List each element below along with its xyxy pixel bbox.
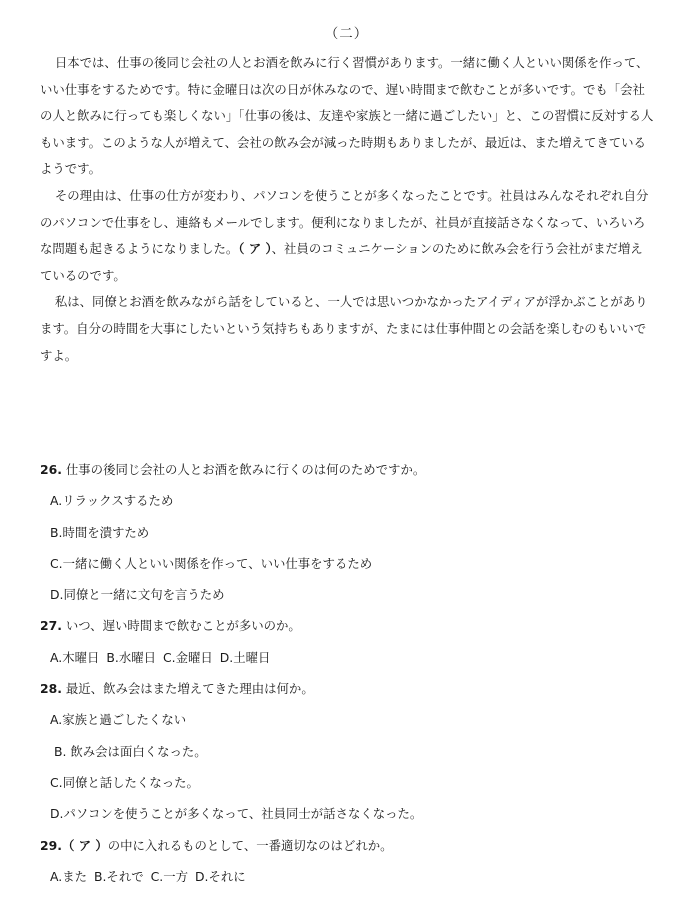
question-number: 26.	[40, 462, 62, 477]
option-a: A.また	[50, 868, 87, 884]
option-d: D.同僚と一緒に文句を言うため	[50, 587, 225, 603]
question-text: 仕事の後同じ会社の人とお酒を飲みに行くのは何のためですか。	[61, 462, 426, 477]
question-text: 最近、飲み会はまた増えてきた理由は何か。	[61, 681, 314, 697]
question-text: いつ、遅い時間まで飲むことが多いのか。	[61, 618, 301, 634]
inline-options	[40, 642, 655, 673]
paragraph-1-text: 日本では、仕事の後同じ会社の人とお酒を飲みに行く習慣があります。一緒に働く人といい関係を作って、いい仕事をするためです。特に金曜日は次の日が休みなので、遅い時間まで飲むことが多いです。でも「会社の人と飲みに行っても楽しくない」「仕事の後は、友達や家族と一緒に過ごしたい」と、この習慣に反対する人もいます。このような人が増えて、会社の飲み会が減った時期もありましたが、最近は、また増えてきているようです。	[40, 55, 654, 177]
option-a: A.リラックスするため	[50, 493, 174, 509]
reading-passage	[40, 50, 655, 369]
question-text: の中に入れるものとして、一番適切なのはどれか。	[107, 837, 393, 853]
question-number: 29.	[40, 837, 62, 853]
question-stem	[40, 830, 655, 861]
option-b: B. 飲み会は面白くなった。	[54, 743, 207, 759]
option-a: A.家族と過ごしたくない	[50, 712, 187, 728]
option-b: B.時間を潰すため	[50, 524, 150, 540]
question-stem	[40, 673, 655, 704]
option-c: C.一緒に働く人といい関係を作って、いい仕事をするため	[50, 555, 373, 571]
option-a: A.木曜日	[50, 649, 100, 665]
section-title: （二）	[324, 26, 369, 42]
paragraph-2-text-before: その理由は、仕事の仕方が変わり、パソコンを使うことが多くなったことです。社員はみんなそれぞれ自分のパソコンで仕事をし、連絡もメールでします。便利になりましたが、社員が直接話さなくなって、いろいろな問題も起きるようになりました。	[40, 187, 649, 257]
question-27	[40, 610, 655, 673]
question-stem	[40, 454, 655, 485]
question-list	[40, 454, 655, 892]
question-28	[40, 673, 655, 829]
option-c: C.金曜日	[163, 649, 213, 665]
option-c: C.一方	[150, 868, 188, 884]
option-b: B.水曜日	[106, 649, 156, 665]
question-stem	[40, 610, 655, 641]
question-26	[40, 454, 655, 610]
question-29	[40, 830, 655, 893]
option-d: D.パソコンを使うことが多くなって、社員同士が話さなくなった。	[50, 806, 423, 822]
paragraph-3-text: 私は、同僚とお酒を飲みながら話をしていると、一人では思いつかなかったアイディアが浮かぶことがあります。自分の時間を大事にしたいという気持ちもありますが、たまには仕事仲間との会話を楽しむのもいいですよ。	[40, 294, 648, 363]
option-d: D.土曜日	[219, 649, 271, 665]
option-c: C.同僚と話したくなった。	[50, 774, 199, 790]
option-d: D.それに	[194, 868, 246, 884]
passage-blank-a: （ ア ）	[238, 241, 272, 257]
passage-paragraph-1	[40, 50, 655, 183]
passage-paragraph-2	[40, 183, 655, 289]
inline-options	[40, 861, 655, 892]
question-number: 28.	[40, 681, 62, 697]
question-blank-a: （ ア ）	[61, 837, 108, 853]
option-b: B.それで	[93, 868, 144, 884]
passage-paragraph-3	[40, 289, 655, 369]
question-number: 27.	[40, 618, 62, 634]
paragraph-2-text-after: 、社員のコミュニケーションのために飲み会を行う会社がまだ増えているのです。	[40, 241, 643, 283]
